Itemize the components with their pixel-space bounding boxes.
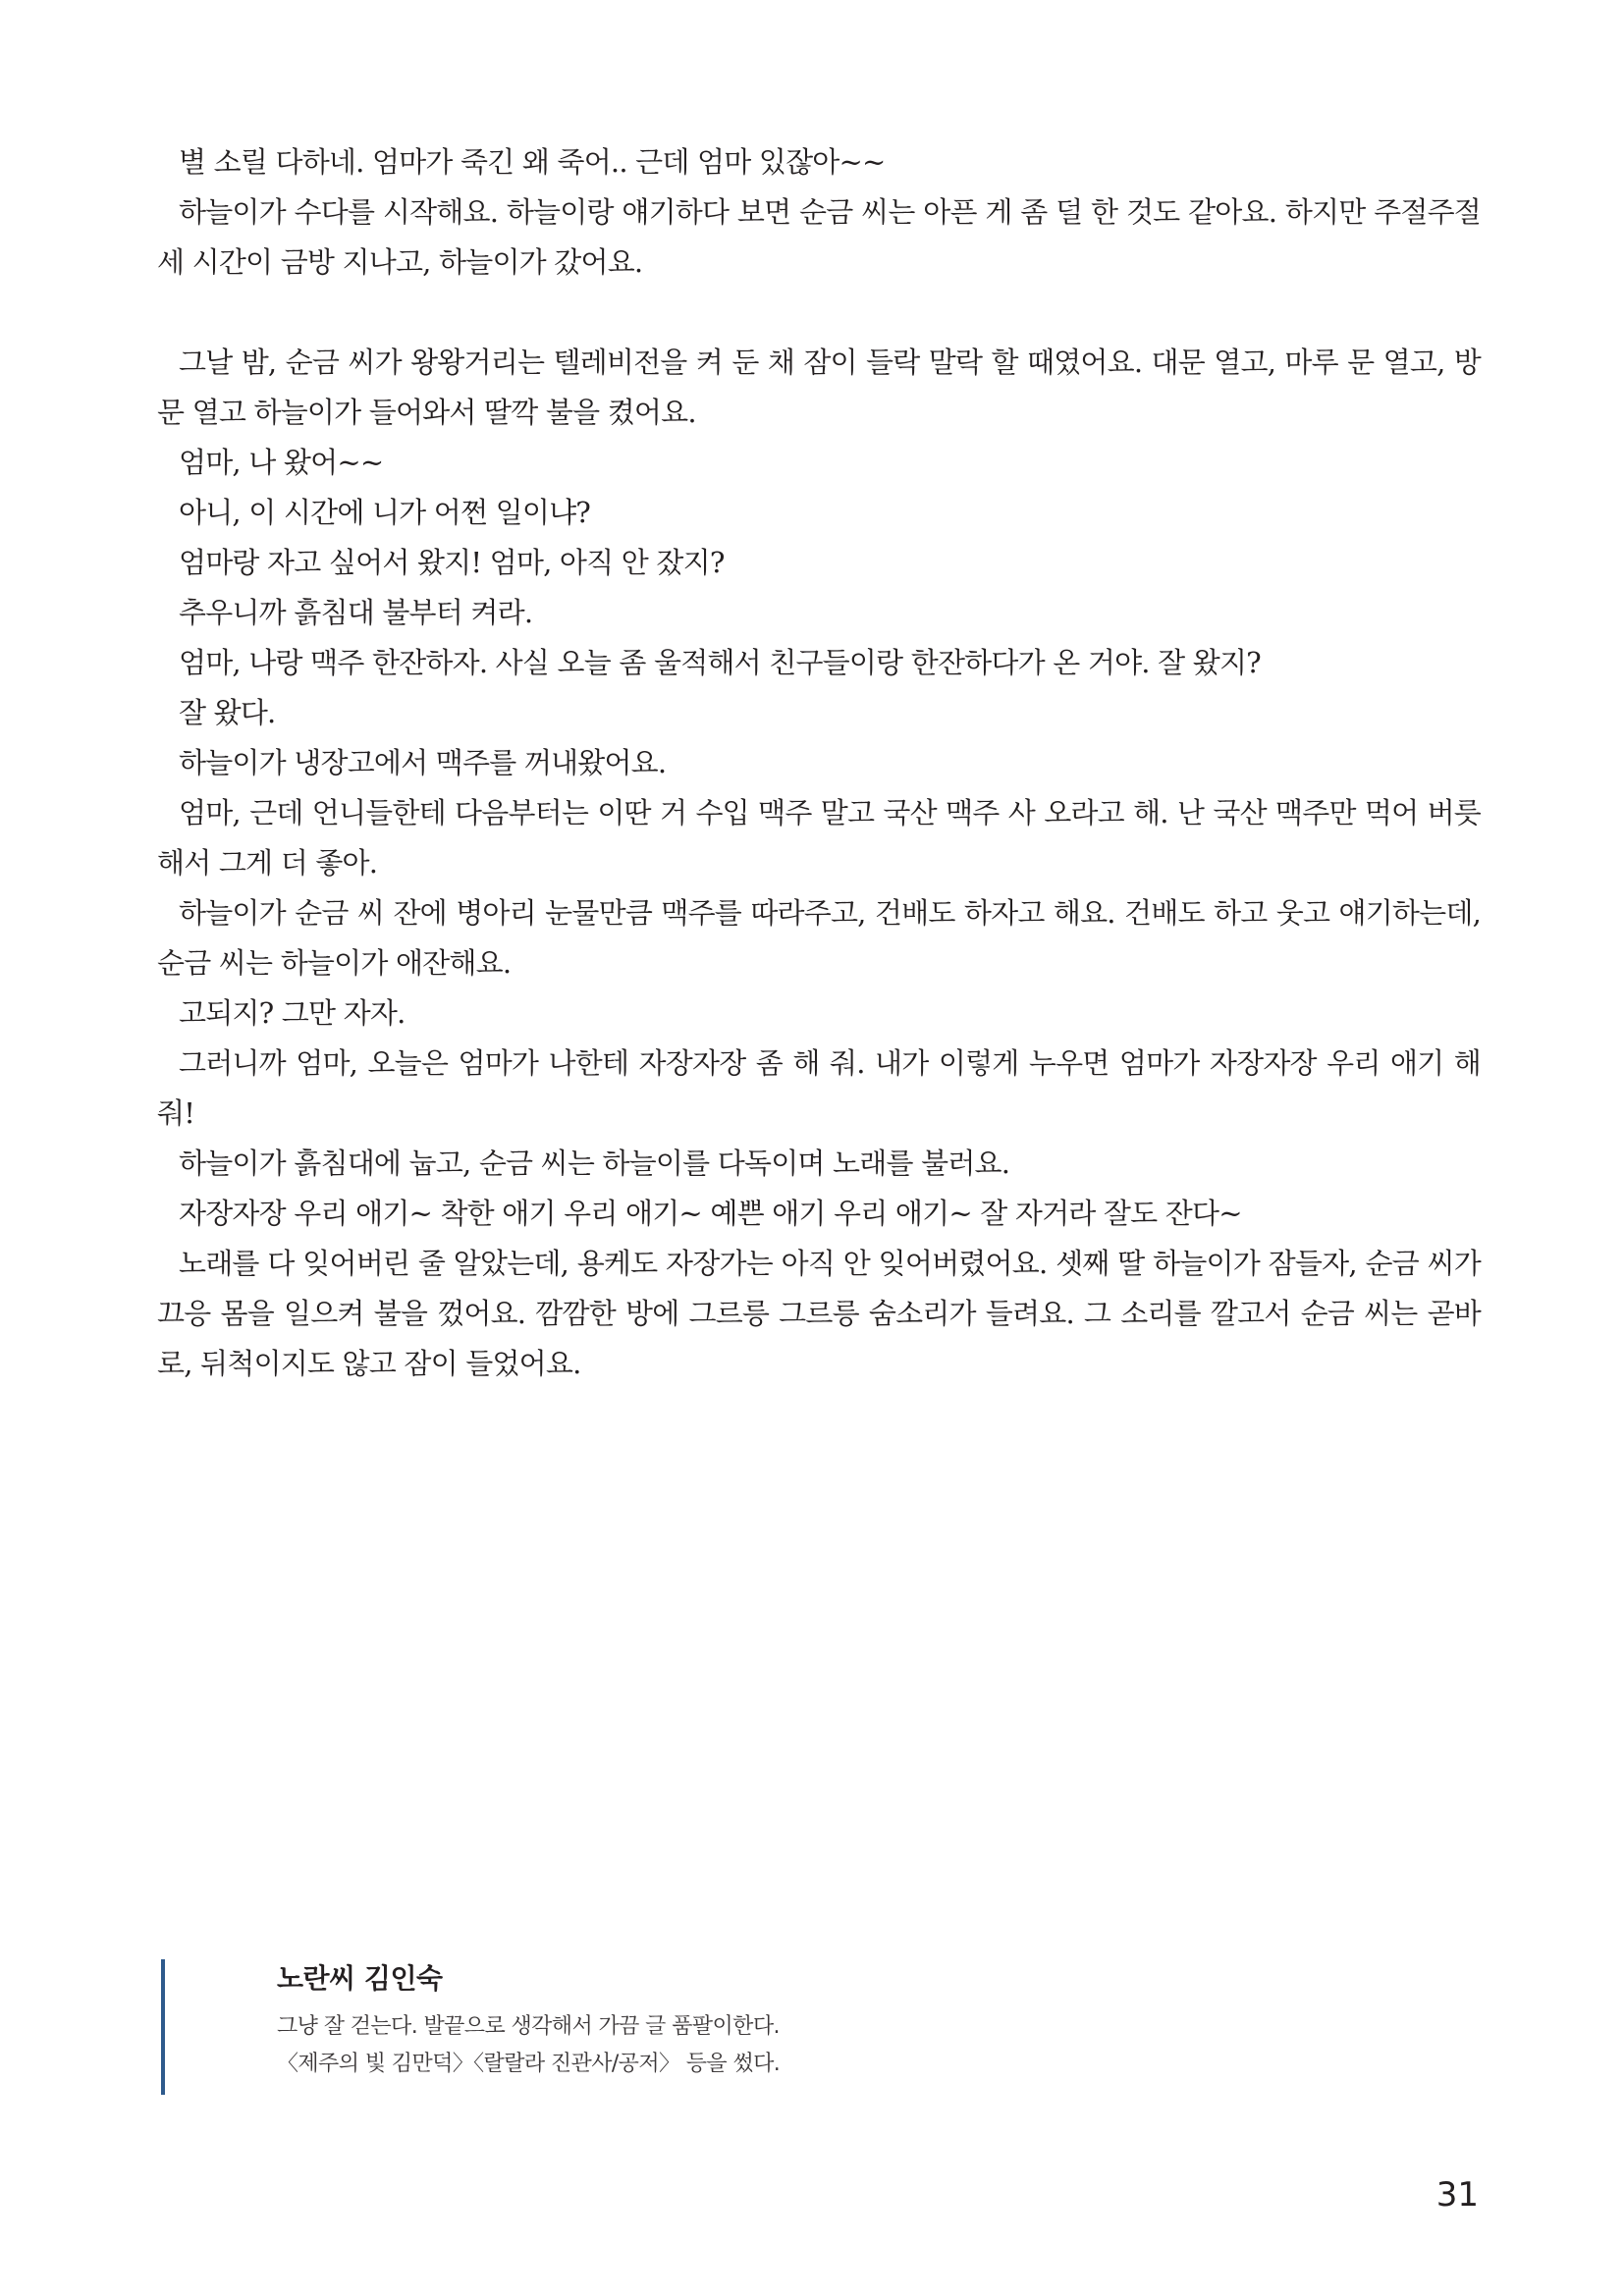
paragraph: 그러니까 엄마, 오늘은 엄마가 나한테 자장자장 좀 해 줘. 내가 이렇게 누우면 엄마가 자장자장 우리 애기 해 줘! [157, 1046, 1481, 1130]
paragraph: 그날 밤, 순금 씨가 왕왕거리는 텔레비전을 켜 둔 채 잠이 들락 말락 할 때였어요. 대문 열고, 마루 문 열고, 방문 열고 하늘이가 들어와서 딸깍 불을 켰어요. [157, 346, 1481, 429]
paragraph: 자장자장 우리 애기~ 착한 애기 우리 애기~ 예쁜 애기 우리 애기~ 잘 자거라 잘도 잔다~ [179, 1197, 1242, 1230]
paragraph: 별 소릴 다하네. 엄마가 죽긴 왜 죽어.. 근데 엄마 있잖아~~ [179, 145, 886, 179]
author-works-line: 〈제주의 빛 김만덕〉〈랄랄라 진관사/공저〉 등을 썼다. [277, 2052, 781, 2076]
paragraph: 엄마, 나 왔어~~ [179, 446, 384, 479]
author-name: 노란씨 김인숙 [277, 1962, 443, 1995]
paragraph: 하늘이가 냉장고에서 맥주를 꺼내왔어요. [179, 746, 667, 779]
paragraph: 아니, 이 시간에 니가 어쩐 일이냐? [179, 496, 591, 529]
author-bio-line: 그냥 잘 걷는다. 발끝으로 생각해서 가끔 글 품팔이한다. [277, 2014, 780, 2039]
paragraph: 하늘이가 수다를 시작해요. 하늘이랑 얘기하다 보면 순금 씨는 아픈 게 좀 덜 한 것도 같아요. 하지만 주절주절 세 시간이 금방 지나고, 하늘이가 갔어요. [157, 195, 1481, 279]
paragraph: 노래를 다 잊어버린 줄 알았는데, 용케도 자장가는 아직 안 잊어버렸어요. 셋째 딸 하늘이가 잠들자, 순금 씨가 끄응 몸을 일으켜 불을 껐어요. 깜깜한 방에 그르릉 그르릉 숨소리가 들려요. 그 소리를 깔고서 순금 씨는 곧바로, 뒤척이지도 않고 잠이 들었어요. [157, 1247, 1481, 1380]
paragraph: 잘 왔다. [179, 696, 276, 729]
paragraph: 하늘이가 순금 씨 잔에 병아리 눈물만큼 맥주를 따라주고, 건배도 하자고 해요. 건배도 하고 웃고 얘기하는데, 순금 씨는 하늘이가 애잔해요. [157, 896, 1481, 980]
paragraph: 고되지? 그만 자자. [179, 996, 406, 1030]
paragraph: 엄마랑 자고 싶어서 왔지! 엄마, 아직 안 잤지? [179, 546, 725, 579]
paragraph: 추우니까 흙침대 불부터 켜라. [179, 596, 533, 629]
author-bio [161, 1959, 780, 2095]
story-body [157, 137, 1481, 1389]
paragraph-gap [157, 288, 1481, 338]
paragraph: 하늘이가 흙침대에 눕고, 순금 씨는 하늘이를 다독이며 노래를 불러요. [179, 1147, 1010, 1180]
page-number: 31 [1435, 2175, 1479, 2215]
paragraph: 엄마, 나랑 맥주 한잔하자. 사실 오늘 좀 울적해서 친구들이랑 한잔하다가 온 거야. 잘 왔지? [179, 646, 1261, 679]
paragraph: 엄마, 근데 언니들한테 다음부터는 이딴 거 수입 맥주 말고 국산 맥주 사 오라고 해. 난 국산 맥주만 먹어 버릇해서 그게 더 좋아. [157, 796, 1481, 880]
